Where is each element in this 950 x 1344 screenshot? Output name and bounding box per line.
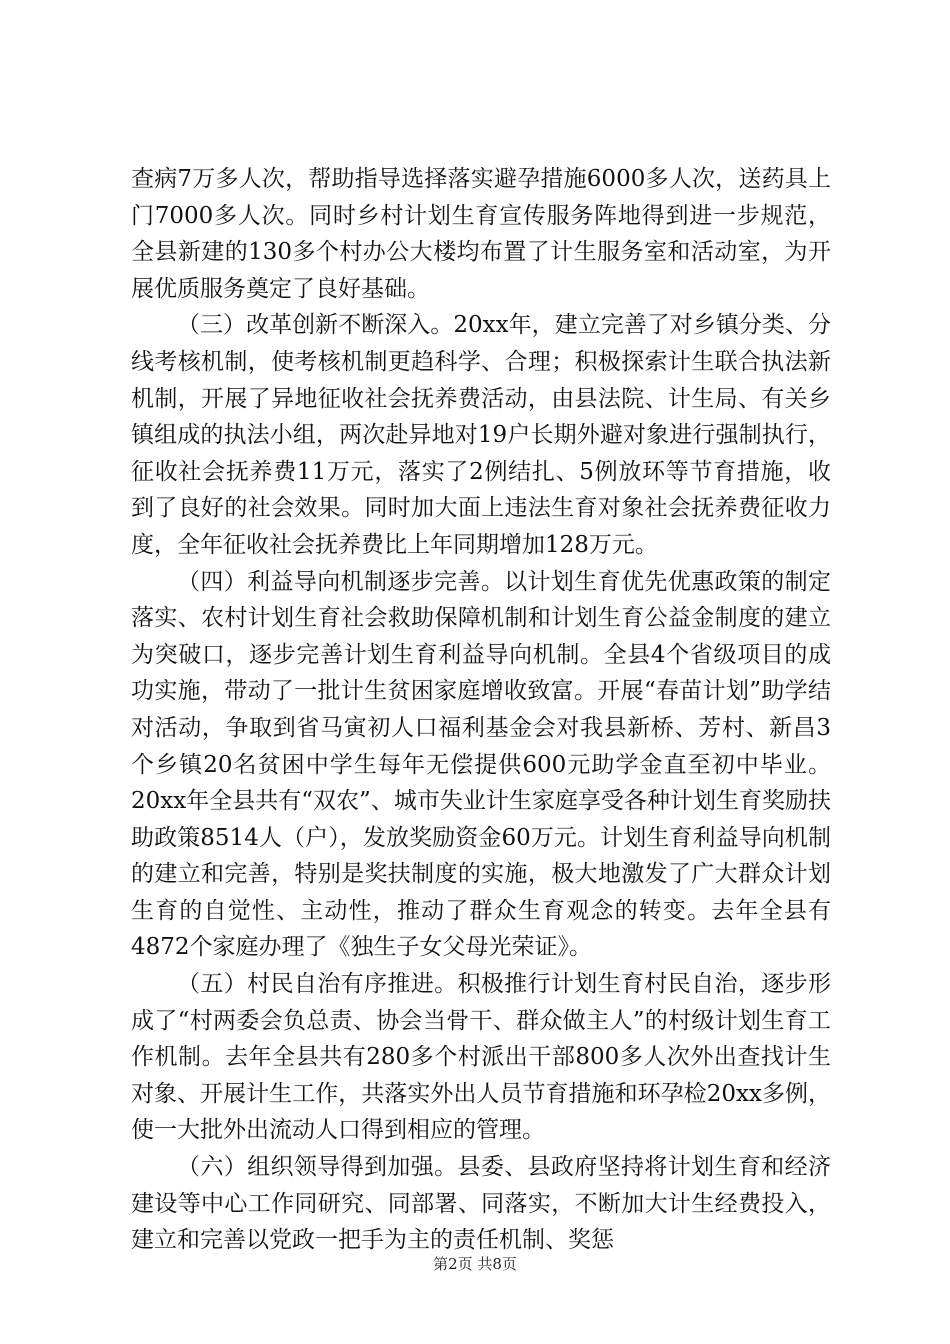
page-number-footer: 第2页 共8页 bbox=[433, 1255, 517, 1273]
paragraph-5: （六）组织领导得到加强。县委、县政府坚持将计划生育和经济建设等中心工作同研究、同部署、同落实，不断加大计生经费投入，建立和完善以党政一把手为主的责任机制、奖惩 bbox=[131, 1154, 831, 1254]
paragraph-3: （四）利益导向机制逐步完善。以计划生育优先优惠政策的制定落实、农村计划生育社会救助保障机制和计划生育公益金制度的建立为突破口，逐步完善计划生育利益导向机制。全县4个省级项目的成功实施，带动了一批计生贫困家庭增收致富。开展“春苗计划”助学结对活动，争取到省马寅初人口福利基金会对我县新桥、芳村、新昌3个乡镇20名贫困中学生每年无偿提供600元助学金直至初中毕业。20xx年全县共有“双农”、城市失业计生家庭享受各种计划生育奖励扶助政策8514人（户），发放奖励资金60万元。计划生育利益导向机制的建立和完善，特别是奖扶制度的实施，极大地激发了广大群众计划生育的自觉性、主动性，推动了群众生育观念的转变。去年全县有4872个家庭办理了《独生子女父母光荣证》。 bbox=[131, 568, 831, 961]
document-body bbox=[131, 161, 831, 1259]
paragraph-2: （三）改革创新不断深入。20xx年，建立完善了对乡镇分类、分线考核机制，使考核机制更趋科学、合理；积极探索计生联合执法新机制，开展了异地征收社会抚养费活动，由县法院、计生局、有关乡镇组成的执法小组，两次赴异地对19户长期外避对象进行强制执行，征收社会抚养费11万元，落实了2例结扎、5例放环等节育措施，收到了良好的社会效果。同时加大面上违法生育对象社会抚养费征收力度，全年征收社会抚养费比上年同期增加128万元。 bbox=[131, 312, 831, 558]
paragraph-1: 查病7万多人次，帮助指导选择落实避孕措施6000多人次，送药具上门7000多人次。同时乡村计划生育宣传服务阵地得到进一步规范，全县新建的130多个村办公大楼均布置了计生服务室和活动室，为开展优质服务奠定了良好基础。 bbox=[131, 166, 831, 302]
paragraph-4: （五）村民自治有序推进。积极推行计划生育村民自治，逐步形成了“村两委会负总责、协会当骨干、群众做主人”的村级计划生育工作机制。去年全县共有280多个村派出干部800多人次外出查找计生对象、开展计生工作，共落实外出人员节育措施和环孕检20xx多例，使一大批外出流动人口得到相应的管理。 bbox=[131, 971, 831, 1144]
